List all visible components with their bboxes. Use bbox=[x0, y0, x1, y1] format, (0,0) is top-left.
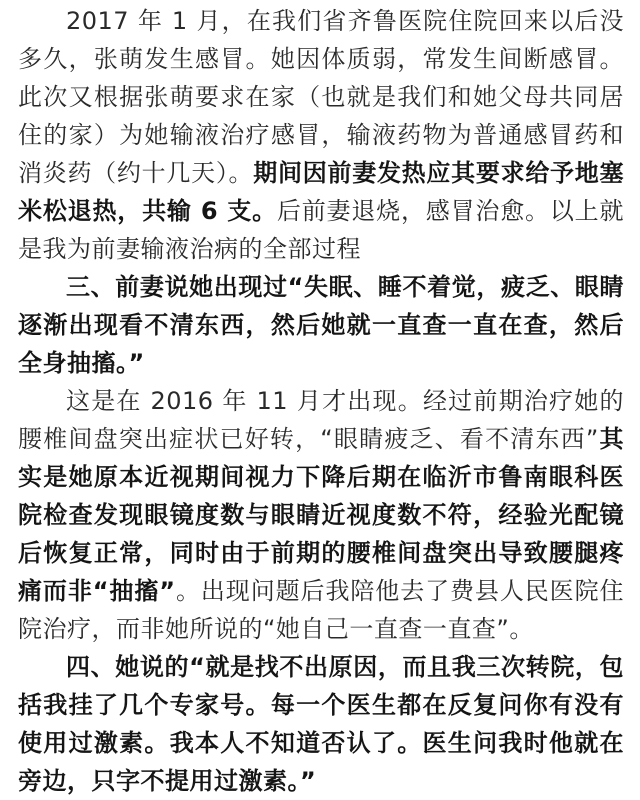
paragraph-section-three-response bbox=[18, 382, 624, 648]
text-segment: 后前妻退烧，感冒治愈。以上就是我为前妻输液治病的全部过程 bbox=[18, 197, 624, 263]
text-segment: 这是在 2016 年 11 月才出现。经过前期治疗她的腰椎间盘突出症状已好转，“眼睛疲乏、看不清东西” bbox=[18, 387, 624, 453]
text-segment-bold: 四、她说的“就是找不出原因，而且我三次转院，包括我挂了几个专家号。每一个医生都在反复问你有没有使用过激素。我本人不知道否认了。医生问我时他就在旁边，只字不提用过激素。” bbox=[18, 653, 624, 795]
text-segment-bold: 期间因前妻发热应其要求给予地塞米松退热，共输 6 支。 bbox=[18, 159, 625, 225]
paragraph-cold-treatment bbox=[18, 2, 624, 268]
text-segment-bold: 三、前妻说她出现过“失眠、睡不着觉，疲乏、眼睛逐渐出现看不清东西，然后她就一直查一直在查，然后全身抽搐。” bbox=[18, 273, 624, 377]
document-page bbox=[0, 2, 640, 795]
text-segment: 2017 年 1 月，在我们省齐鲁医院住院回来以后没多久，张萌发生感冒。她因体质弱，常发生间断感冒。此次又根据张萌要求在家（也就是我们和她父母共同居住的家）为她输液治疗感冒，输液药物为普通感冒药和消炎药（约十几天）。 bbox=[18, 7, 624, 187]
paragraph-section-four-claim bbox=[18, 648, 624, 800]
paragraph-section-three-claim bbox=[18, 268, 624, 382]
text-segment: 。出现问题后我陪他去了费县人民医院住院治疗，而非她所说的“她自己一直查一直查”。 bbox=[18, 577, 625, 643]
text-segment-bold: 其实是她原本近视期间视力下降后期在临沂市鲁南眼科医院检查发现眼镜度数与眼睛近视度数不符，经验光配镜后恢复正常，同时由于前期的腰椎间盘突出导致腰腿疼痛而非“抽搐” bbox=[18, 425, 625, 605]
